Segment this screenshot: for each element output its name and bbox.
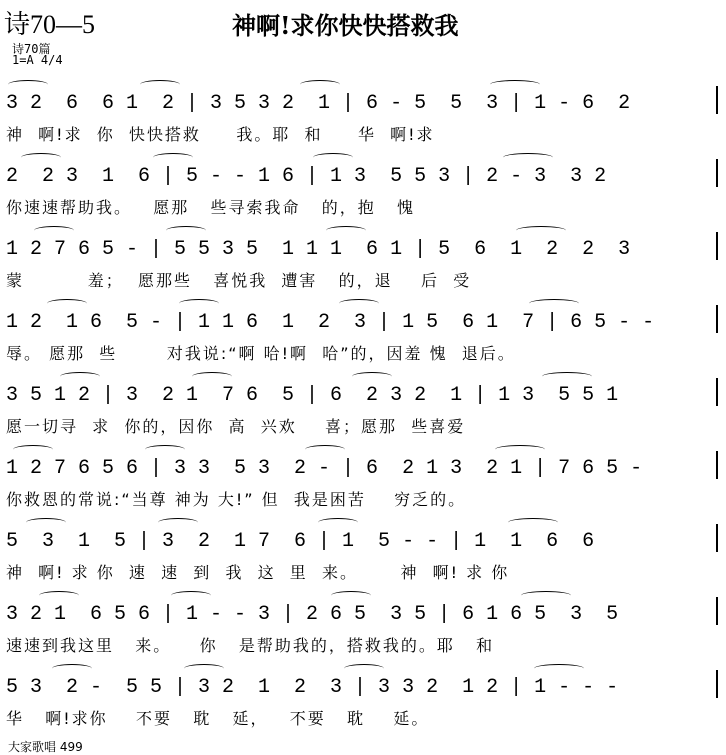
lyrics-line-4: 辱。 愿那 些 对我说:“啊 哈!啊 哈”的，因羞 愧 退后。 — [6, 344, 516, 363]
slur-mark — [508, 518, 558, 527]
slur-mark — [352, 372, 392, 381]
slur-mark — [34, 226, 74, 235]
notes-line-3: 1 2 7 6 5 - | 5 5 3 5 1 1 1 6 1 | 5 6 1 2 2 3 — [6, 238, 631, 261]
song-number: 诗70—5 — [4, 10, 96, 39]
slur-mark — [344, 664, 384, 673]
lyrics-line-8: 速速到我这里 来。 你 是帮助我的，搭救我的。耶 和 — [6, 636, 495, 655]
barline — [716, 86, 718, 114]
notes-line-6: 1 2 7 6 5 6 | 3 3 5 3 2 - | 6 2 1 3 2 1 | 7 6 5 - — [6, 457, 643, 480]
lyrics-line-3: 蒙 羞； 愿那些 喜悦我 遭害 的，退 后 受 — [6, 271, 472, 290]
slur-mark — [184, 664, 224, 673]
slur-mark — [158, 518, 198, 527]
slur-mark — [60, 372, 100, 381]
slur-mark — [140, 80, 180, 89]
notes-line-4: 1 2 1 6 5 - | 1 1 6 1 2 3 | 1 5 6 1 7 | 6 5 - - — [6, 311, 655, 334]
slur-mark — [8, 80, 48, 89]
lyrics-line-6: 你救恩的常说:“当尊 神为 大!” 但 我是困苦 穷乏的。 — [6, 490, 467, 509]
slur-mark — [318, 518, 358, 527]
notes-line-1: 3 2 6 6 1 2 | 3 5 3 2 1 | 6 - 5 5 3 | 1 - 6 2 — [6, 92, 631, 115]
song-title: 神啊!求你快快搭救我 — [232, 11, 459, 40]
slur-mark — [13, 445, 53, 454]
barline — [716, 451, 718, 479]
notes-line-9: 5 3 2 - 5 5 | 3 2 1 2 3 | 3 3 2 1 2 | 1 - - - — [6, 676, 619, 699]
notes-line-7: 5 3 1 5 | 3 2 1 7 6 | 1 5 - - | 1 1 6 6 — [6, 530, 595, 553]
slur-mark — [339, 299, 379, 308]
lyrics-line-2: 你速速帮助我。 愿那 些寻索我命 的，抱 愧 — [6, 198, 416, 217]
slur-mark — [166, 226, 206, 235]
slur-mark — [179, 299, 219, 308]
barline — [716, 305, 718, 333]
lyrics-line-7: 神 啊! 求 你 速 速 到 我 这 里 来。 神 啊! 求 你 — [6, 563, 510, 582]
barline — [716, 524, 718, 552]
slur-mark — [153, 153, 193, 162]
source-label: 诗70篇 — [12, 42, 51, 56]
slur-mark — [305, 445, 345, 454]
slur-mark — [47, 299, 87, 308]
barline — [716, 597, 718, 625]
notes-line-8: 3 2 1 6 5 6 | 1 - - 3 | 2 6 5 3 5 | 6 1 6 5 3 5 — [6, 603, 619, 626]
lyrics-line-1: 神 啊!求 你 快快搭救 我。耶 和 华 啊!求 — [6, 125, 435, 144]
lyrics-line-5: 愿一切寻 求 你的，因你 高 兴欢 喜；愿那 些喜爱 — [6, 417, 466, 436]
barline — [716, 159, 718, 187]
slur-mark — [313, 153, 353, 162]
slur-mark — [300, 80, 340, 89]
slur-mark — [145, 445, 185, 454]
slur-mark — [171, 591, 211, 600]
slur-mark — [26, 518, 66, 527]
notes-line-5: 3 5 1 2 | 3 2 1 7 6 5 | 6 2 3 2 1 | 1 3 5 5 1 — [6, 384, 619, 407]
key-signature: 1=A 4/4 — [12, 53, 63, 67]
slur-mark — [39, 591, 79, 600]
slur-mark — [326, 226, 366, 235]
slur-mark — [521, 591, 571, 600]
slur-mark — [21, 153, 61, 162]
barline — [716, 378, 718, 406]
barline — [716, 670, 718, 698]
lyrics-line-9: 华 啊!求你 不要 耽 延， 不要 耽 延。 — [6, 709, 430, 728]
notes-line-2: 2 2 3 1 6 | 5 - - 1 6 | 1 3 5 5 3 | 2 - 3 3 2 — [6, 165, 607, 188]
slur-mark — [331, 591, 371, 600]
slur-mark — [542, 372, 592, 381]
slur-mark — [529, 299, 579, 308]
footer-caption: 大家歌唱 499 — [8, 740, 83, 754]
slur-mark — [503, 153, 553, 162]
slur-mark — [495, 445, 545, 454]
slur-mark — [192, 372, 232, 381]
slur-mark — [490, 80, 540, 89]
barline — [716, 232, 718, 260]
slur-mark — [516, 226, 566, 235]
slur-mark — [52, 664, 92, 673]
slur-mark — [534, 664, 584, 673]
